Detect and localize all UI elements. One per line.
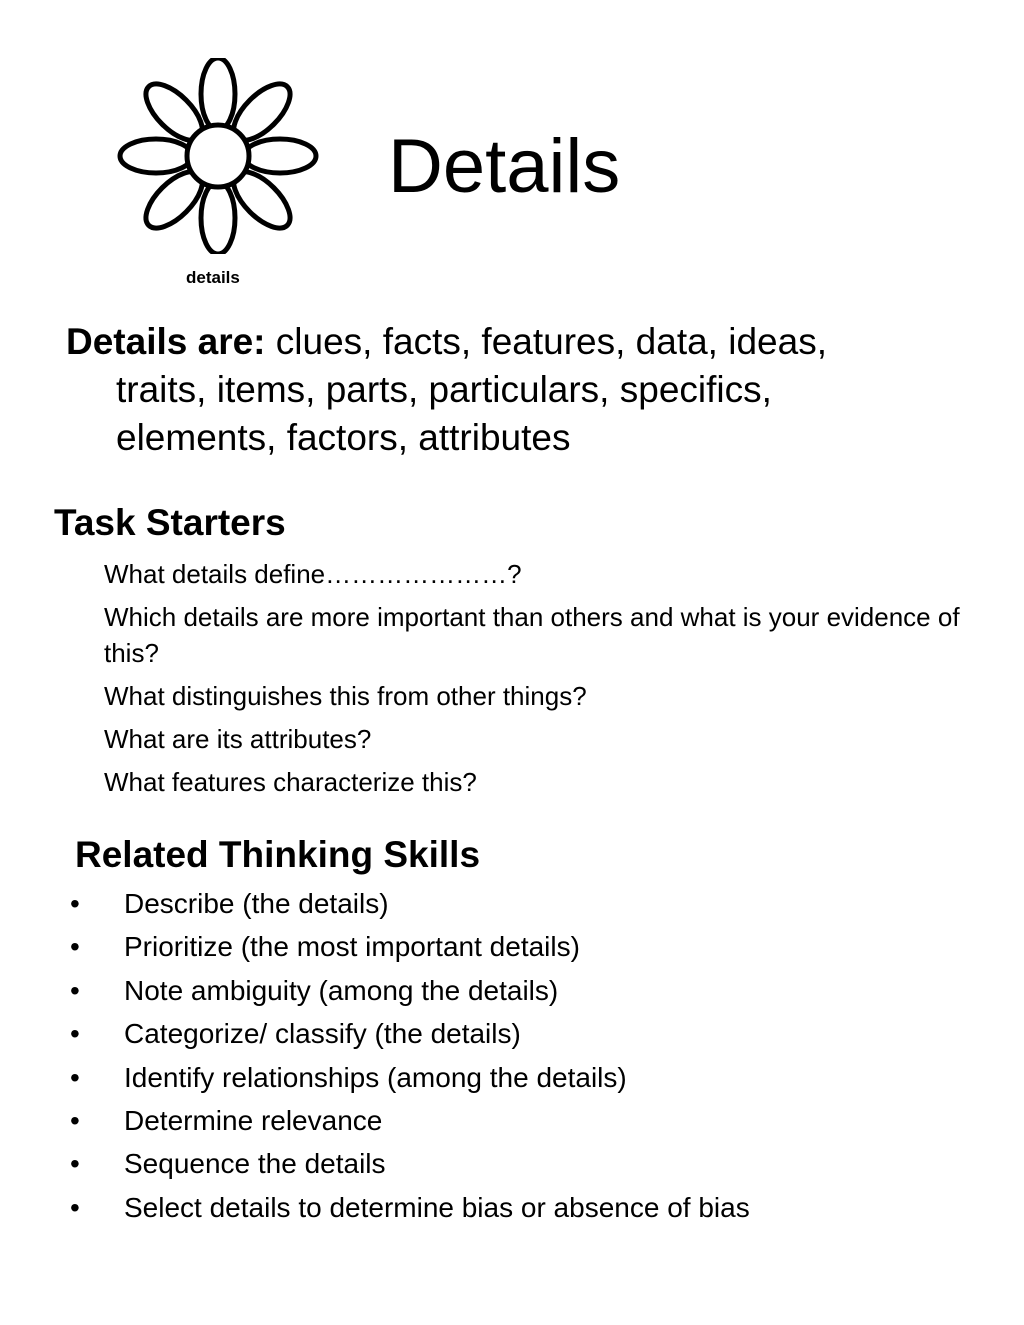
bullet-icon: • xyxy=(70,1191,80,1223)
bullet-icon: • xyxy=(70,888,80,919)
list-item xyxy=(70,1015,970,1053)
task-starters-heading: Task Starters xyxy=(54,502,286,543)
icon-caption: details xyxy=(186,268,240,287)
list-item-text: Categorize/ classify (the details) xyxy=(124,1018,521,1050)
list-item-text: Select details to determine bias or absence of bias xyxy=(124,1191,750,1223)
list-item-text: Describe (the details) xyxy=(124,888,389,919)
related-skills-list xyxy=(70,885,970,1232)
list-item: What distinguishes this from other things? xyxy=(104,681,587,711)
list-item xyxy=(70,1102,970,1140)
task-starters-list xyxy=(104,556,984,807)
bullet-icon: • xyxy=(70,1104,80,1136)
list-item xyxy=(70,1189,970,1227)
bullet-icon: • xyxy=(70,1061,80,1093)
definition-text-1: clues, facts, features, data, ideas, xyxy=(275,321,827,362)
bullet-icon: • xyxy=(70,931,80,963)
list-item-text: Prioritize (the most important details) xyxy=(124,931,580,963)
related-skills-heading: Related Thinking Skills xyxy=(75,834,481,875)
list-item xyxy=(70,928,970,966)
bullet-icon: • xyxy=(70,974,80,1006)
list-item-text: Determine relevance xyxy=(124,1104,383,1136)
page-title: Details xyxy=(388,124,621,209)
list-item-text: Identify relationships (among the details) xyxy=(124,1061,627,1093)
definition-label: Details are: xyxy=(66,321,266,362)
list-item xyxy=(70,885,970,923)
list-item-text: Sequence the details xyxy=(124,1148,386,1180)
list-item xyxy=(70,972,970,1010)
list-item: What features characterize this? xyxy=(104,767,477,797)
definition-line-1 xyxy=(66,318,966,366)
list-item xyxy=(70,1059,970,1097)
list-item xyxy=(70,1145,970,1183)
flower-icon xyxy=(116,58,320,254)
list-item: Which details are more important than others and what is your evidence of this? xyxy=(104,602,960,668)
definition-text-3: elements, factors, attributes xyxy=(116,417,571,458)
list-item: What details define…………………? xyxy=(104,559,522,589)
definition-text-2: traits, items, parts, particulars, specifics, xyxy=(116,369,772,410)
list-item: What are its attributes? xyxy=(104,724,372,754)
bullet-icon: • xyxy=(70,1018,80,1050)
definition-block xyxy=(66,318,966,462)
list-item-text: Note ambiguity (among the details) xyxy=(124,974,559,1006)
bullet-icon: • xyxy=(70,1148,80,1180)
